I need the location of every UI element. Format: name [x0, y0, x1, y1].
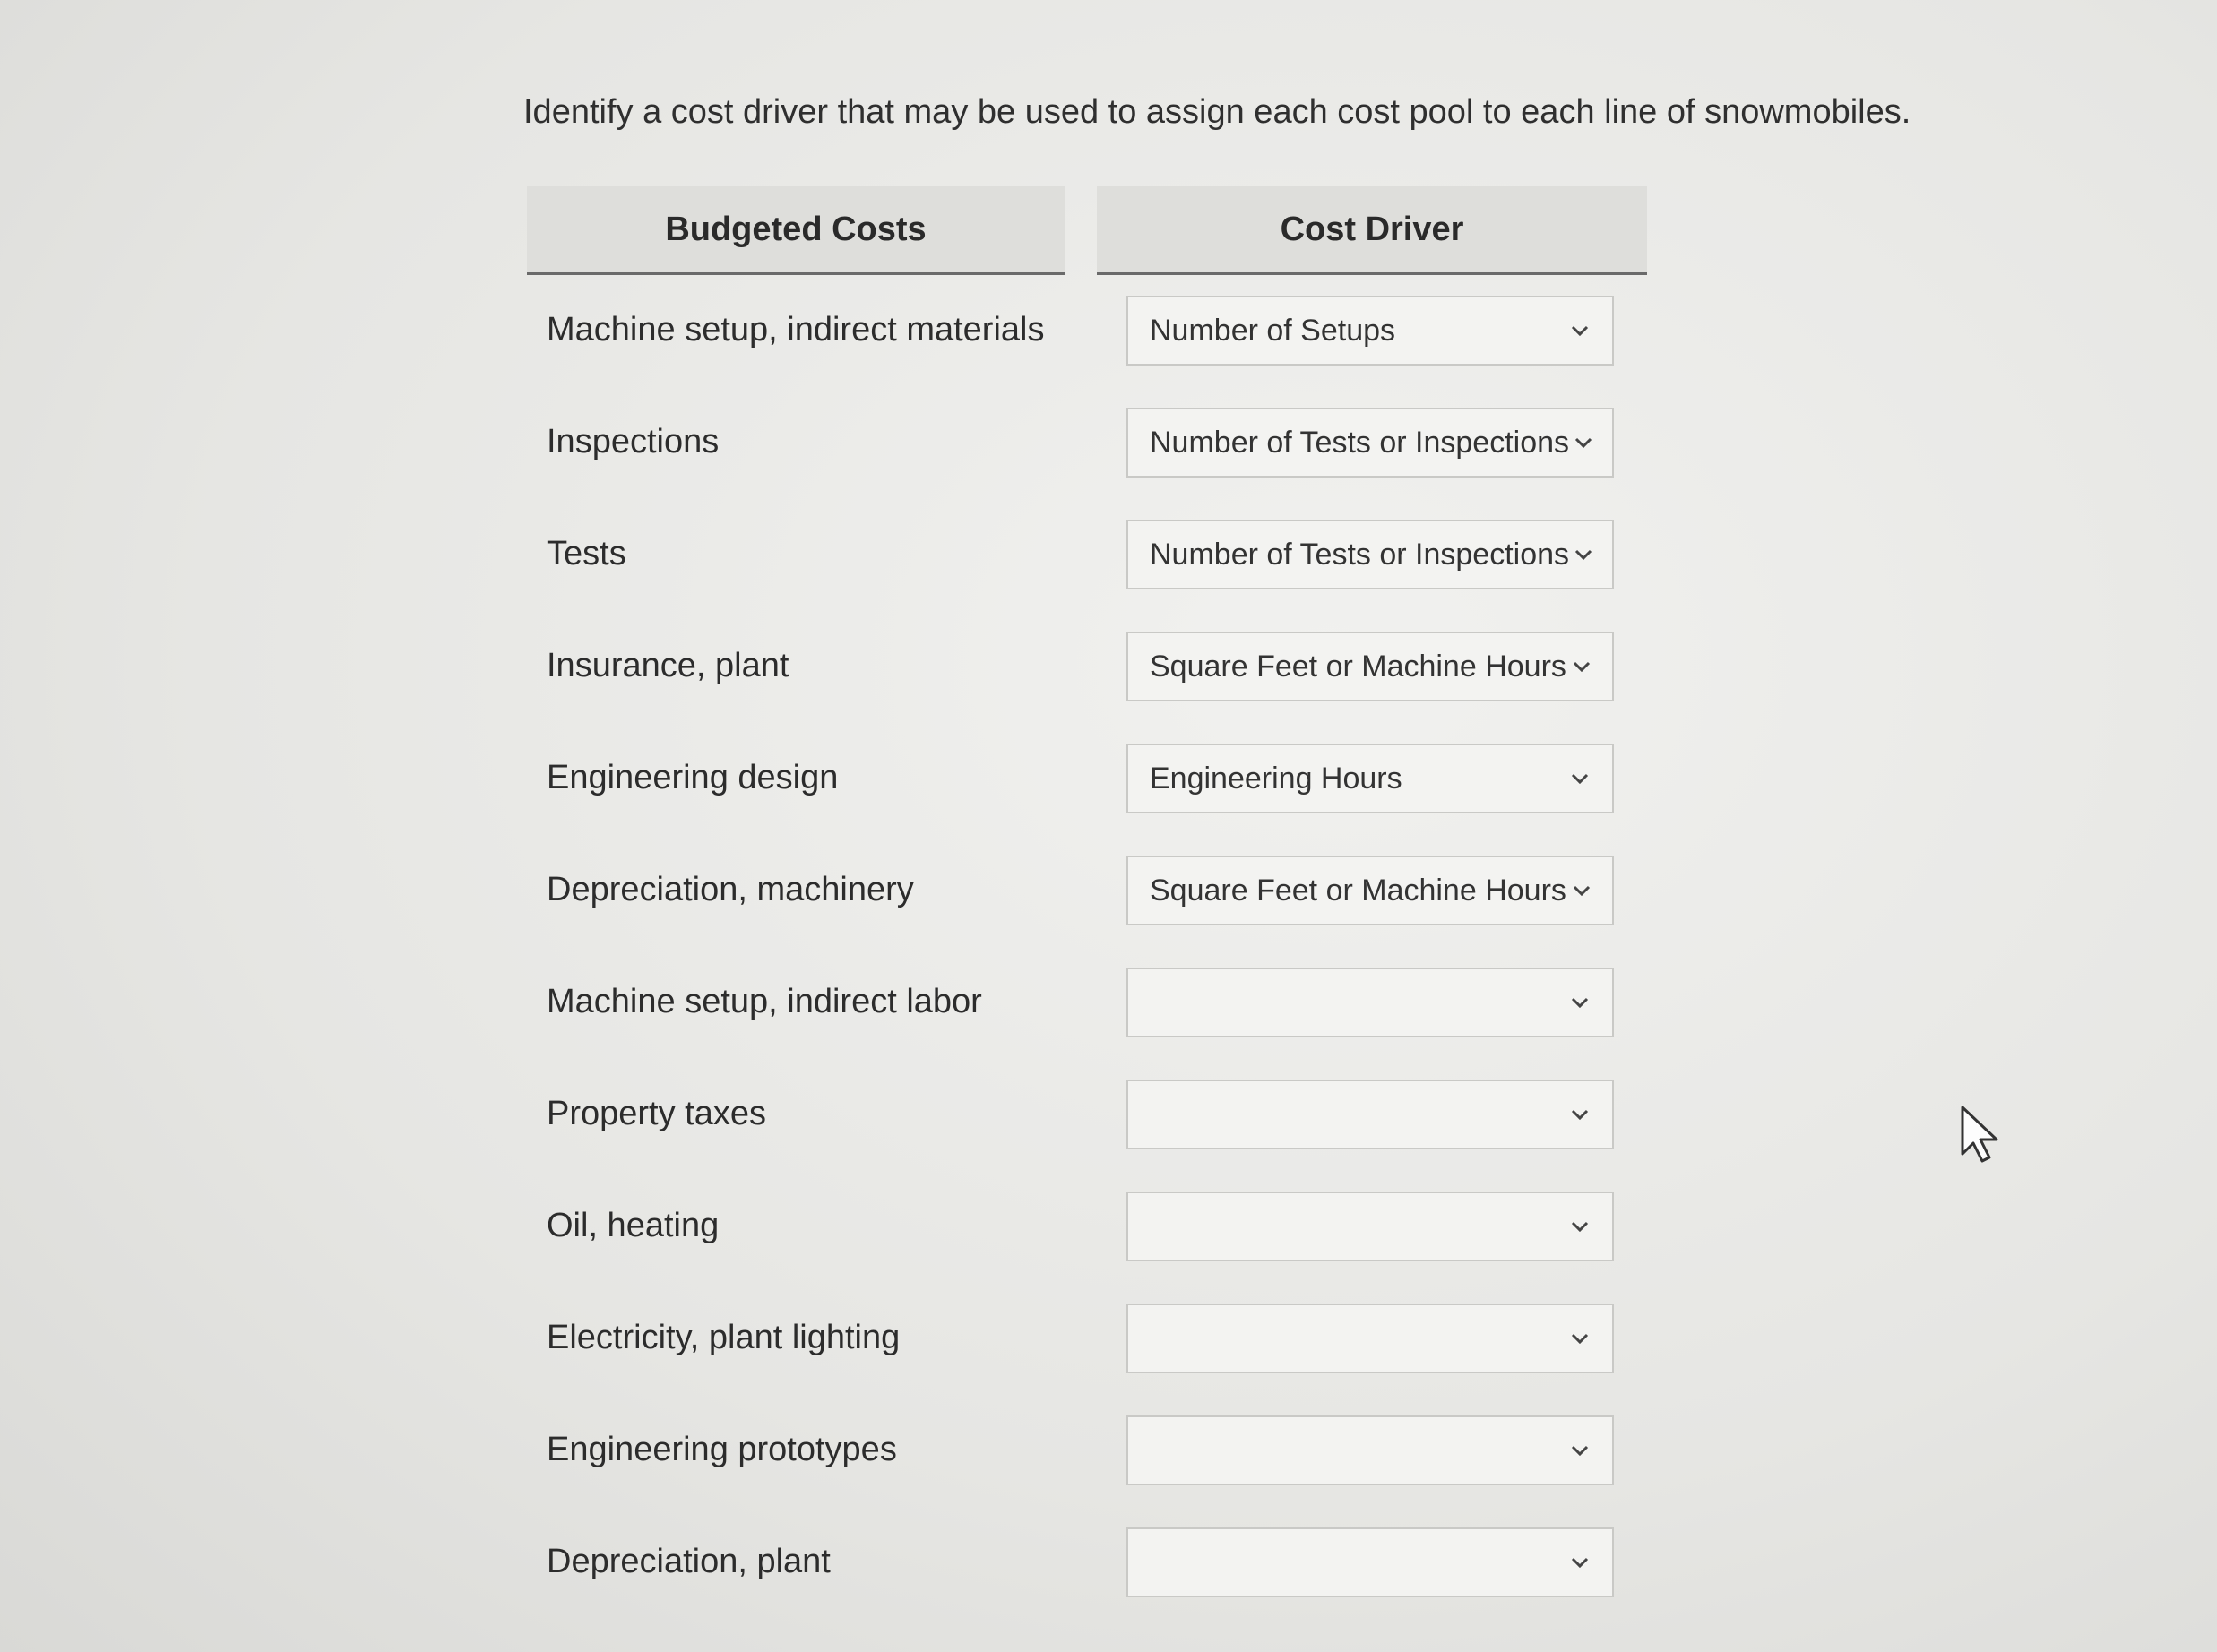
- chevron-down-icon: [1562, 1321, 1598, 1356]
- table-row: [527, 722, 1647, 834]
- chevron-down-icon: [1562, 1209, 1598, 1244]
- cost-driver-select[interactable]: [1126, 1415, 1614, 1485]
- select-value: Number of Tests or Inspections: [1150, 537, 1570, 572]
- cost-label: Electricity, plant lighting: [547, 1319, 901, 1356]
- table-row: [527, 1058, 1647, 1170]
- select-value: Engineering Hours: [1150, 761, 1402, 796]
- cost-driver-select[interactable]: [1126, 520, 1614, 589]
- cost-driver-select[interactable]: [1126, 1527, 1614, 1597]
- cost-label: Inspections: [547, 423, 720, 460]
- header-cost-driver: Cost Driver: [1097, 186, 1647, 275]
- cost-driver-select[interactable]: [1126, 856, 1614, 925]
- cost-label: Depreciation, plant: [547, 1543, 831, 1580]
- table-row: [527, 386, 1647, 498]
- cost-driver-select[interactable]: [1126, 1192, 1614, 1261]
- cost-label: Machine setup, indirect labor: [547, 983, 982, 1020]
- cost-driver-select[interactable]: [1126, 744, 1614, 813]
- table-row: [527, 1394, 1647, 1506]
- chevron-down-icon: [1562, 985, 1598, 1020]
- table-row: [527, 1506, 1647, 1618]
- header-budgeted-costs: Budgeted Costs: [527, 186, 1065, 275]
- chevron-down-icon: [1566, 873, 1598, 908]
- cost-driver-select[interactable]: [1126, 1304, 1614, 1373]
- table-row: [527, 1282, 1647, 1394]
- chevron-down-icon: [1569, 537, 1598, 572]
- chevron-down-icon: [1562, 1097, 1598, 1132]
- mouse-pointer-icon: [1959, 1104, 2002, 1166]
- chevron-down-icon: [1562, 1433, 1598, 1468]
- cost-label: Machine setup, indirect materials: [547, 311, 1045, 348]
- table-row: [527, 834, 1647, 946]
- table-row: [527, 498, 1647, 610]
- select-value: Square Feet or Machine Hours: [1150, 873, 1566, 908]
- cost-label: Engineering prototypes: [547, 1431, 897, 1468]
- instruction-text: Identify a cost driver that may be used to assign each cost pool to each line of snowmobiles.: [523, 93, 1911, 131]
- select-value: Number of Tests or Inspections: [1150, 425, 1570, 460]
- cost-label: Oil, heating: [547, 1207, 720, 1244]
- table-row: [527, 1170, 1647, 1282]
- chevron-down-icon: [1562, 313, 1598, 348]
- cost-driver-select[interactable]: [1126, 296, 1614, 366]
- chevron-down-icon: [1562, 761, 1598, 796]
- cost-label: Insurance, plant: [547, 647, 789, 684]
- cost-driver-select[interactable]: [1126, 408, 1614, 478]
- table-row: [527, 274, 1647, 386]
- select-value: Square Feet or Machine Hours: [1150, 649, 1566, 684]
- chevron-down-icon: [1562, 1544, 1598, 1580]
- cost-label: Property taxes: [547, 1095, 766, 1132]
- cost-label: Engineering design: [547, 759, 839, 796]
- chevron-down-icon: [1569, 425, 1598, 460]
- cost-label: Depreciation, machinery: [547, 871, 914, 908]
- cost-driver-table: [527, 186, 1647, 1618]
- cost-driver-select[interactable]: [1126, 1080, 1614, 1149]
- table-header: [527, 186, 1647, 274]
- cost-label: Tests: [547, 535, 626, 572]
- cost-driver-select[interactable]: [1126, 632, 1614, 701]
- cost-driver-select[interactable]: [1126, 968, 1614, 1037]
- select-value: Number of Setups: [1150, 313, 1396, 348]
- table-row: [527, 610, 1647, 722]
- chevron-down-icon: [1566, 649, 1598, 684]
- table-row: [527, 946, 1647, 1058]
